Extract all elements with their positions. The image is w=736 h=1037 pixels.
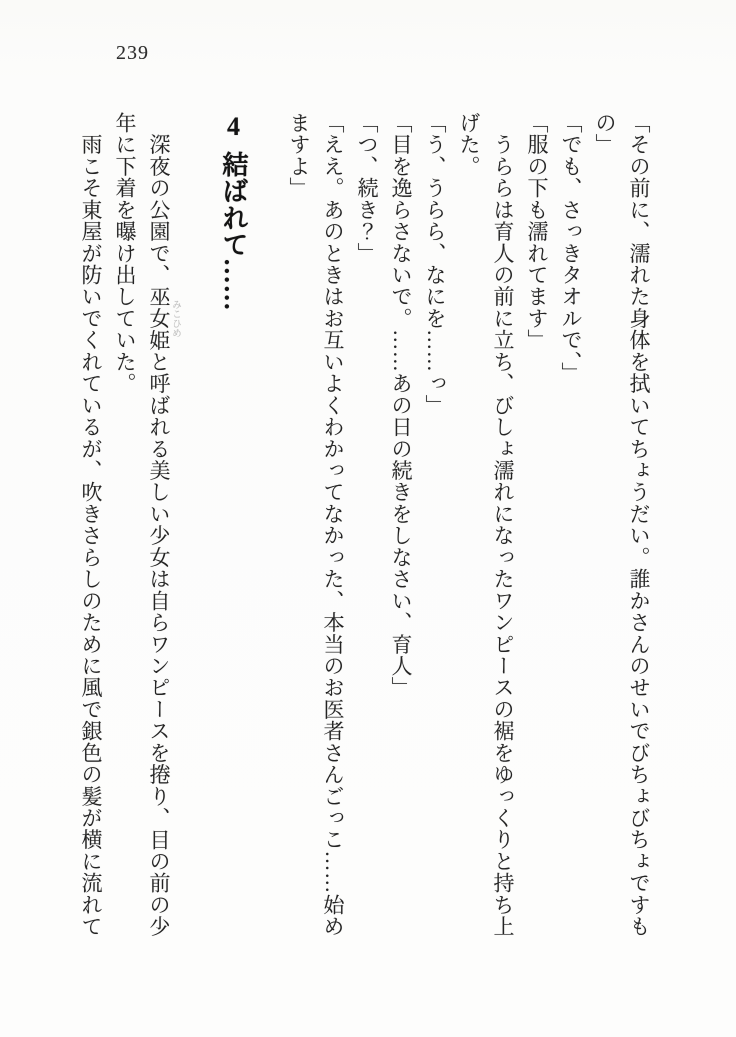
dialogue-line-2: 「でも、さっきタオルで、」	[559, 112, 583, 384]
dialogue-line-4: 「う、うらら、なにを……っ」	[423, 112, 447, 417]
dialogue-line-7: 「ええ。あのときはお互いよくわかってなかった、本当のお医者さんごっこ……始めますよ」	[287, 112, 345, 938]
chapter-heading	[210, 112, 256, 944]
narration-line-2	[108, 112, 180, 944]
chapter-number: 4	[219, 112, 248, 142]
narration-line-1: うららは育人の前に立ち、びしょ濡れになったワンピースの裾をゆっくりと持ち上げた。	[457, 112, 515, 938]
dialogue-line-5: 「目を逸らさないで。……あの日の続きをしなさい、育人」	[389, 112, 413, 699]
narration-line-3: 雨こそ東屋が防いでくれているが、吹きさらしのために風で銀色の髪が横に流れて	[79, 112, 103, 938]
narration-line-2-before: 深夜の公園で、	[147, 112, 171, 286]
chapter-title: 結ばれて……	[219, 150, 248, 312]
ruby-base: 巫女姫	[147, 285, 171, 351]
page-number: 239	[116, 42, 149, 64]
narration-line-2-after: と呼ばれる美しい少女は自らワンピースを捲り、目の前の少年に下着を曝け出していた。	[113, 112, 171, 938]
ruby-annotation	[147, 285, 180, 351]
dialogue-line-6: 「つ、続き？」	[355, 112, 379, 265]
dialogue-line-3: 「服の下も濡れてます」	[525, 112, 549, 351]
vertical-text-block	[74, 112, 656, 944]
ruby-text: みこひめ	[170, 285, 180, 351]
dialogue-line-1: 「その前に、濡れた身体を拭いてちょうだい。誰かさんのせいでびちょびちょですもの」	[593, 112, 651, 938]
